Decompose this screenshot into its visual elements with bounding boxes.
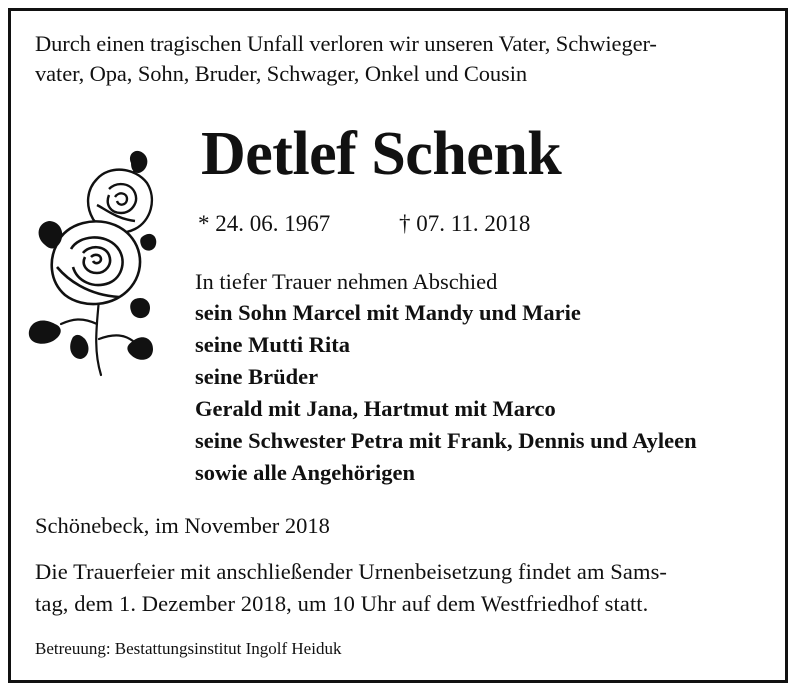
intro-line-1: Durch einen tragischen Unfall verloren wir unseren Vater, Schwieger- [35, 31, 657, 56]
funeral-home: Betreuung: Bestattungsinstitut Ingolf Heiduk [35, 639, 342, 658]
mourner-line: seine Mutti Rita [195, 332, 350, 357]
mourner-line: Gerald mit Jana, Hartmut mit Marco [195, 396, 556, 421]
mourner-line: seine Schwester Petra mit Frank, Dennis und Ayleen [195, 428, 697, 453]
mourners-heading: In tiefer Trauer nehmen Abschied [195, 269, 498, 294]
mourner-line: sein Sohn Marcel mit Mandy und Marie [195, 300, 581, 325]
mourner-line: seine Brüder [195, 364, 319, 389]
place-and-date: Schönebeck, im November 2018 [35, 513, 330, 538]
intro-line-2: vater, Opa, Sohn, Bruder, Schwager, Onkel und Cousin [35, 61, 528, 86]
obituary-notice [8, 8, 788, 683]
service-line-1: Die Trauerfeier mit anschließender Urnenbeisetzung findet am Sams- [35, 559, 668, 584]
deceased-name: Detlef Schenk [201, 120, 562, 188]
death-date: † 07. 11. 2018 [399, 211, 531, 236]
rose-icon [27, 149, 157, 379]
birth-date: * 24. 06. 1967 [198, 211, 331, 236]
mourner-line: sowie alle Angehörigen [195, 460, 415, 485]
service-line-2: tag, dem 1. Dezember 2018, um 10 Uhr auf dem Westfriedhof statt. [35, 591, 649, 616]
